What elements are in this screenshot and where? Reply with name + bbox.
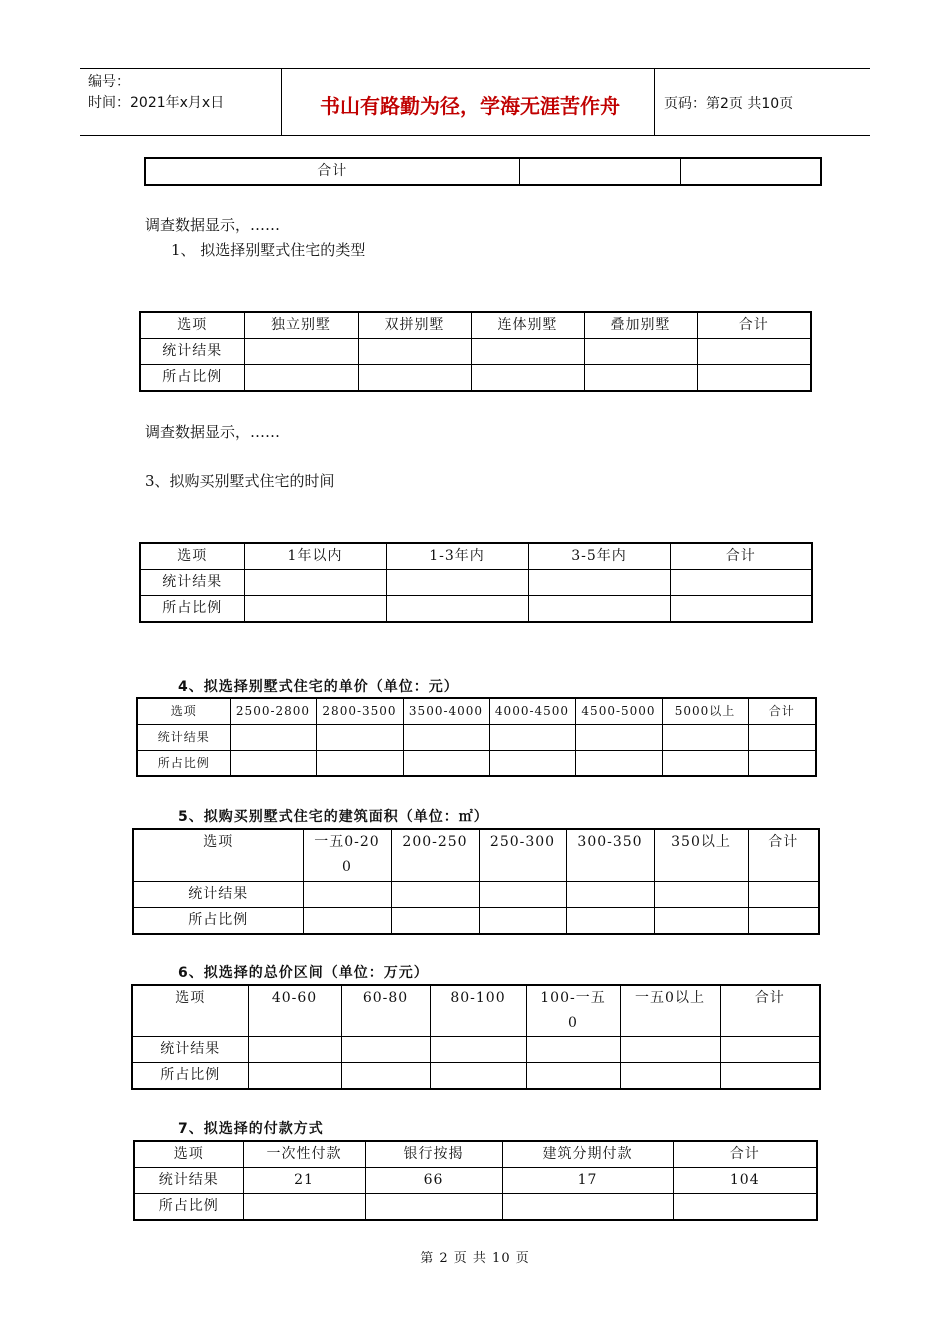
unit-price-table: [136, 697, 817, 777]
table-cell: 合计: [145, 158, 519, 185]
floor-area-table: [132, 828, 820, 935]
table-row: [134, 1168, 817, 1194]
table-cell: [680, 158, 821, 185]
table-header-cell: 一五0以上: [620, 985, 720, 1037]
row-label: 统计结果: [137, 724, 230, 750]
table-row: [145, 158, 821, 185]
table-header-cell: 独立别墅: [244, 312, 358, 339]
table-header-cell: 合计: [748, 829, 819, 881]
table-header-cell: 80-100: [430, 985, 526, 1037]
doc-number-label: 编号：: [88, 74, 130, 90]
table-header-cell: 40-60: [248, 985, 341, 1037]
table-header-cell: 选项: [137, 698, 230, 724]
table-header-cell: 300-350: [566, 829, 654, 881]
table-header-cell: 合计: [670, 543, 812, 570]
table-header-cell: 一五0-200: [303, 829, 391, 881]
table-header-cell: 合计: [720, 985, 820, 1037]
section-title: 5、拟购买别墅式住宅的建筑面积（单位：㎡）: [178, 809, 489, 825]
section-title: 6、拟选择的总价区间（单位：万元）: [178, 965, 429, 981]
table-header-cell: 合计: [673, 1141, 817, 1168]
table-header-row: [140, 312, 811, 339]
table-header-cell: 1年以内: [244, 543, 386, 570]
table-row: [137, 724, 816, 750]
table-header-cell: 银行按揭: [365, 1141, 502, 1168]
row-label: 所占比例: [134, 1194, 243, 1221]
table-row: [140, 339, 811, 365]
table-row: [140, 596, 812, 623]
table-header-row: [140, 543, 812, 570]
table-header-cell: 建筑分期付款: [502, 1141, 673, 1168]
row-label: 所占比例: [133, 907, 303, 934]
purchase-time-table: [139, 542, 813, 623]
header-motto: 书山有路勤为径，学海无涯苦作舟: [320, 94, 620, 118]
table-row: [133, 881, 819, 907]
table-header-cell: 双拼别墅: [358, 312, 471, 339]
table-header-cell: 3500-4000: [403, 698, 489, 724]
table-header-row: [137, 698, 816, 724]
table-header-cell: 60-80: [341, 985, 430, 1037]
table-header-cell: 2500-2800: [230, 698, 316, 724]
survey-note: 调查数据显示，……: [145, 423, 281, 441]
total-price-table: [131, 984, 821, 1090]
section-title: 1、 拟选择别墅式住宅的类型: [171, 241, 366, 259]
table-header-cell: 4000-4500: [489, 698, 575, 724]
table-header-cell: 1-3年内: [386, 543, 528, 570]
doc-time-label: 时间：2021年x月x日: [88, 95, 225, 111]
table-header-cell: 3-5年内: [528, 543, 670, 570]
table-header-row: [133, 829, 819, 881]
table-header-row: [132, 985, 820, 1037]
table-header-cell: 连体别墅: [471, 312, 584, 339]
table-row: [132, 1037, 820, 1063]
table-header-cell: 选项: [140, 312, 244, 339]
table-header-cell: 叠加别墅: [584, 312, 697, 339]
section-title: 3、拟购买别墅式住宅的时间: [145, 472, 335, 490]
row-label: 统计结果: [132, 1037, 248, 1063]
section-title: 4、拟选择别墅式住宅的单价（单位：元）: [178, 679, 459, 695]
result-cell: 17: [502, 1168, 673, 1194]
header-meta: [88, 72, 224, 114]
table-cell: [519, 158, 680, 185]
result-cell: 104: [673, 1168, 817, 1194]
result-cell: 21: [243, 1168, 365, 1194]
table-row: [137, 750, 816, 776]
table-header-cell: 4500-5000: [575, 698, 662, 724]
table-header-cell: 250-300: [479, 829, 566, 881]
page-footer: 第 2 页 共 10 页: [420, 1251, 530, 1266]
row-label: 统计结果: [133, 881, 303, 907]
table-header-cell: 350以上: [654, 829, 748, 881]
table-header-cell: 一次性付款: [243, 1141, 365, 1168]
table-header-cell: 选项: [140, 543, 244, 570]
result-cell: 66: [365, 1168, 502, 1194]
row-label: 统计结果: [140, 339, 244, 365]
row-label: 统计结果: [134, 1168, 243, 1194]
payment-method-table: [133, 1140, 818, 1221]
villa-type-table: [139, 311, 812, 392]
row-label: 所占比例: [132, 1063, 248, 1090]
row-label: 所占比例: [140, 596, 244, 623]
table-header-cell: 选项: [132, 985, 248, 1037]
survey-note: 调查数据显示，……: [145, 216, 281, 234]
row-label: 统计结果: [140, 570, 244, 596]
row-label: 所占比例: [137, 750, 230, 776]
table-header-cell: 200-250: [391, 829, 479, 881]
header-page-indicator: 页码：第2页 共10页: [664, 96, 794, 112]
table-header-row: [134, 1141, 817, 1168]
table-row: [132, 1063, 820, 1090]
table-header-cell: 100-一五0: [526, 985, 620, 1037]
table-row: [134, 1194, 817, 1221]
continued-table: [144, 157, 822, 186]
table-header-cell: 5000以上: [662, 698, 748, 724]
header-bottom-rule: [80, 135, 870, 136]
row-label: 所占比例: [140, 365, 244, 392]
table-header-cell: 合计: [748, 698, 816, 724]
table-row: [140, 365, 811, 392]
table-header-cell: 选项: [134, 1141, 243, 1168]
table-header-cell: 合计: [697, 312, 811, 339]
header-top-rule: [80, 68, 870, 69]
table-row: [140, 570, 812, 596]
table-header-cell: 选项: [133, 829, 303, 881]
table-row: [133, 907, 819, 934]
header-divider-left: [281, 68, 282, 136]
section-title: 7、拟选择的付款方式: [178, 1121, 324, 1137]
table-header-cell: 2800-3500: [316, 698, 403, 724]
